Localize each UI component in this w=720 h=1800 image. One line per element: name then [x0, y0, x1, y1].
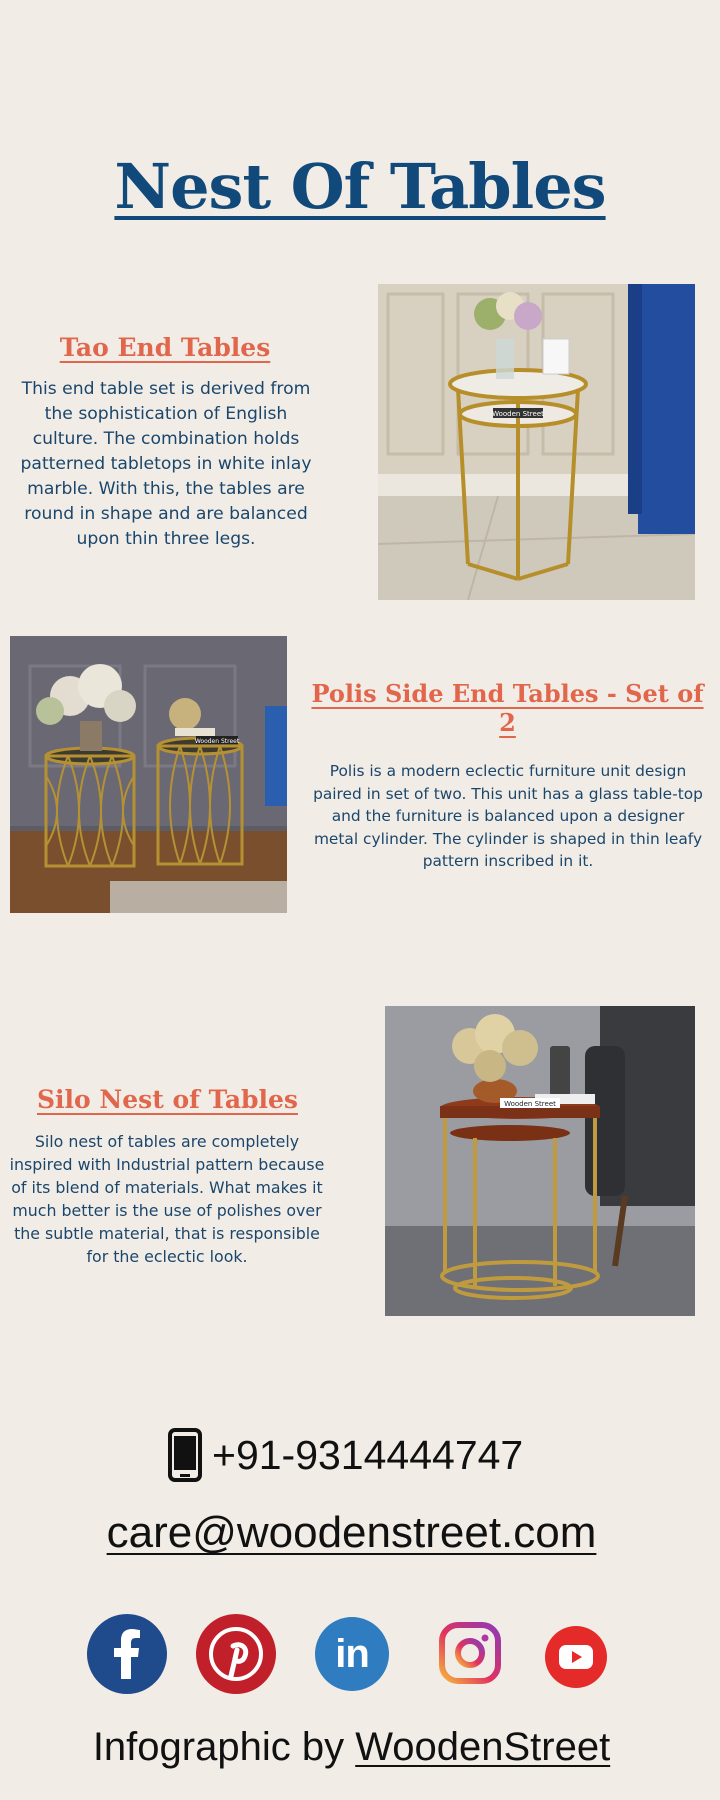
section-title-silo: Silo Nest of Tables: [36, 1085, 298, 1114]
silo-nest-tables-photo: [385, 1006, 695, 1316]
section-description-polis: Polis is a modern eclectic furniture unit design paired in set of two. This unit has a glass table-top and the furniture is balanced upon a designer metal cylinder. The cylinder is shaped in thin leafy pattern inscribed in it.: [313, 762, 703, 870]
credit-prefix: Infographic by: [92, 1725, 356, 1769]
brand-link[interactable]: WoodenStreet: [355, 1725, 611, 1769]
tao-end-tables-photo: [378, 284, 695, 600]
infographic-credit: [0, 1725, 703, 1770]
facebook-icon[interactable]: [87, 1614, 167, 1694]
section-title-polis: Polis Side End Tables - Set of 2: [311, 679, 704, 737]
instagram-icon[interactable]: [439, 1622, 501, 1684]
email-link[interactable]: care@woodenstreet.com: [106, 1508, 597, 1557]
image-brand-label: Wooden Street: [504, 1100, 556, 1108]
page-title: Nest Of Tables: [114, 150, 606, 223]
section-description-silo: Silo nest of tables are completely inspired with Industrial pattern because of its blend of materials. What makes it much better is the use of polishes over the subtle material, that is responsible for the eclectic look.: [9, 1132, 325, 1266]
polis-side-tables-photo: [10, 636, 287, 913]
section-description-tao: This end table set is derived from the sophistication of English culture. The combination holds patterned tabletops in white inlay marble. With this, the tables are round in shape and are balanced upon thin three legs.: [20, 379, 312, 549]
image-brand-label: Wooden Street: [194, 738, 240, 745]
image-brand-label: Wooden Street: [492, 410, 544, 418]
linkedin-icon[interactable]: in: [315, 1617, 389, 1691]
youtube-icon[interactable]: [545, 1626, 607, 1688]
phone-number: +91-9314444747: [212, 1431, 524, 1478]
section-title-tao: Tao End Tables: [59, 333, 271, 362]
phone-contact[interactable]: [168, 1427, 523, 1483]
pinterest-icon[interactable]: [196, 1614, 276, 1694]
phone-icon: [168, 1428, 202, 1482]
